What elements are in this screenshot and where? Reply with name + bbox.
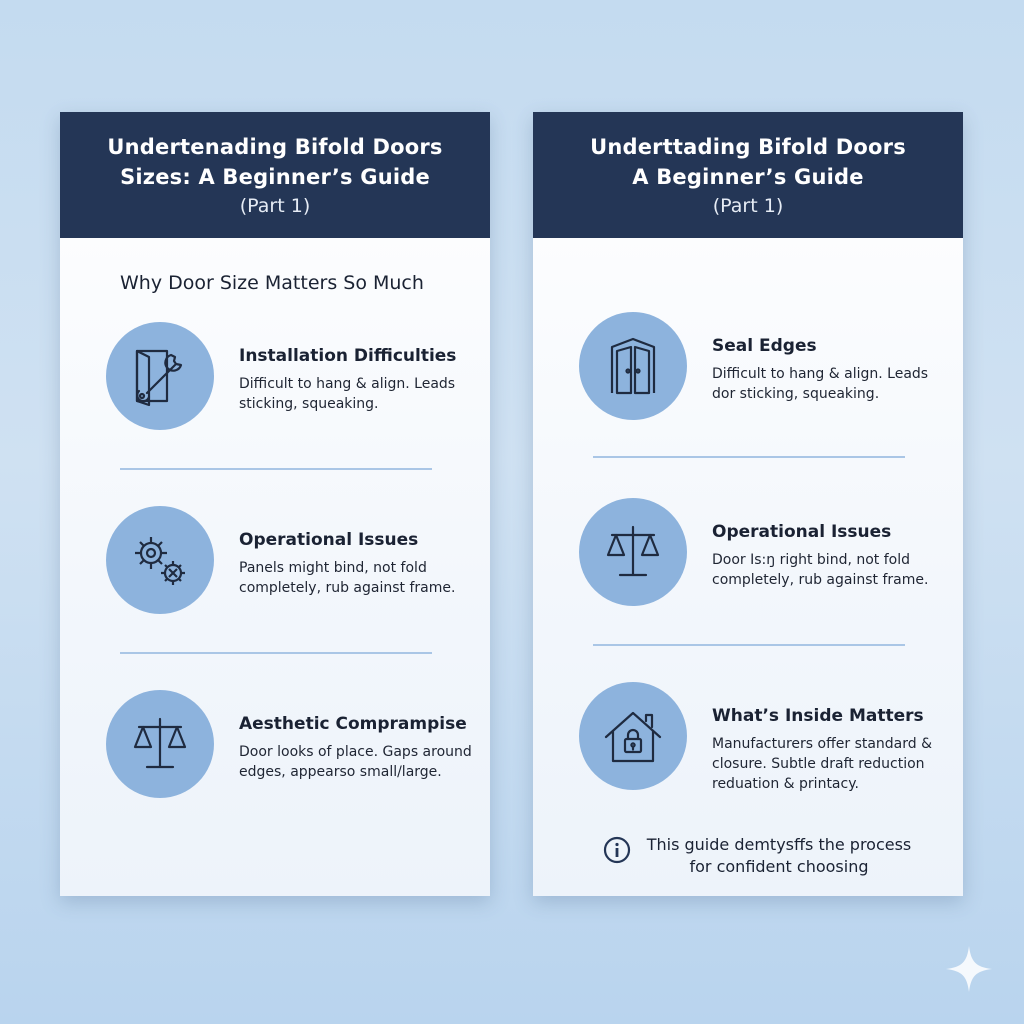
item-description: Difficult to hang & align. Leads dor sticking, squeaking. bbox=[712, 366, 929, 402]
item-description: Panels might bind, not fold completely, rub against frame. bbox=[239, 560, 456, 596]
list-item bbox=[106, 506, 476, 616]
sparkle-icon bbox=[944, 944, 994, 994]
guide-card-left bbox=[60, 112, 490, 896]
gears-icon bbox=[106, 506, 214, 614]
divider bbox=[593, 456, 905, 458]
item-description: Door looks of place. Gaps around edges, appearso small/large. bbox=[239, 744, 472, 780]
divider bbox=[120, 652, 432, 654]
card-title-line2: Sizes: A Beginner’s Guide bbox=[120, 165, 430, 189]
scales-icon bbox=[106, 690, 214, 798]
card-header bbox=[533, 112, 963, 238]
house-lock-icon bbox=[579, 682, 687, 790]
list-item bbox=[579, 682, 949, 792]
item-description: Door Is:ŋ right bind, not fold completely, rub against frame. bbox=[712, 552, 929, 588]
item-title: Operational Issues bbox=[712, 522, 892, 542]
door-wrench-icon bbox=[106, 322, 214, 430]
item-title: Operational Issues bbox=[239, 530, 419, 550]
card-subtitle: (Part 1) bbox=[712, 195, 784, 217]
scales-icon bbox=[579, 498, 687, 606]
footer-note bbox=[603, 834, 912, 884]
list-item bbox=[106, 690, 476, 800]
footer-text: This guide demtysffs the process for confident choosing bbox=[646, 835, 912, 876]
card-title-line2: A Beginner’s Guide bbox=[632, 165, 864, 189]
card-header bbox=[60, 112, 490, 238]
divider bbox=[120, 468, 432, 470]
list-item bbox=[579, 312, 949, 422]
item-description: Difficult to hang & align. Leads sticking, squeaking. bbox=[239, 376, 456, 412]
guide-card-right bbox=[533, 112, 963, 896]
list-item bbox=[106, 322, 476, 432]
item-title: Installation Difficulties bbox=[239, 346, 457, 366]
card-title-line1: Underttading Bifold Doors bbox=[590, 135, 906, 159]
divider bbox=[593, 644, 905, 646]
item-title: Aesthetic Comprampise bbox=[239, 714, 467, 734]
card-subtitle: (Part 1) bbox=[239, 195, 311, 217]
card-title-line1: Undertenading Bifold Doors bbox=[107, 135, 443, 159]
section-heading: Why Door Size Matters So Much bbox=[120, 272, 424, 294]
info-icon bbox=[603, 836, 631, 864]
item-title: What’s Inside Matters bbox=[712, 706, 924, 726]
item-description: Manufacturers offer standard & closure. Subtle draft reduction reduation & printacy. bbox=[712, 736, 933, 792]
list-item bbox=[579, 498, 949, 608]
double-door-icon bbox=[579, 312, 687, 420]
item-title: Seal Edges bbox=[712, 336, 817, 356]
